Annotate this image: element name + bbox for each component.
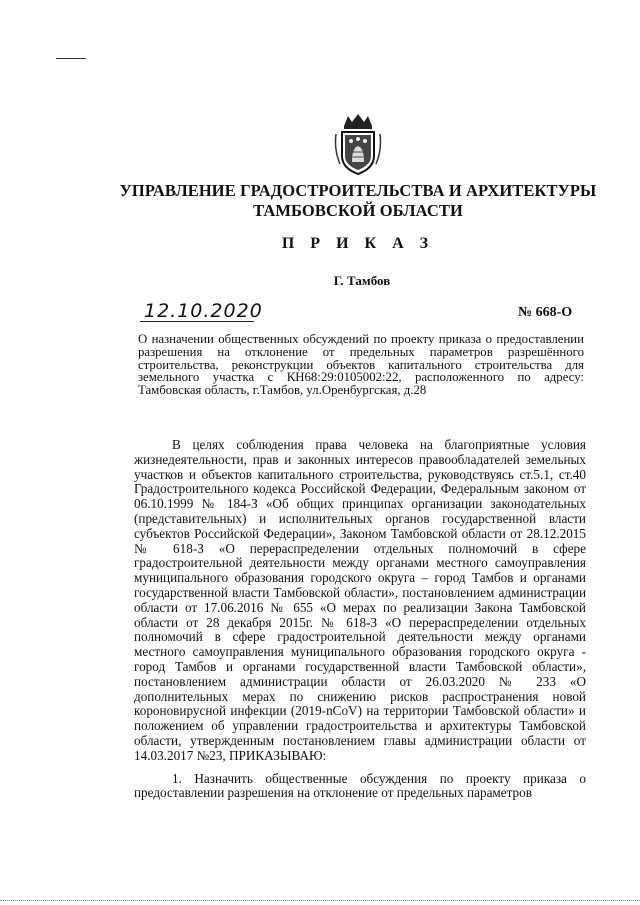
order-preamble: В целях соблюдения права человека на благоприятные условия жизнедеятельности, прав и законных интересов правообладателей земельных участков и объектов капитального строительства, руководствуясь ст.5.1, ст.40 Градостроительного кодекса Российской Федерации, Федеральным законом от 06.10.1999 № 184-З «Об общих принципах организации законодательных (представительных) и исполнительных органов государственной власти субъектов Российской Федерации», Законом Тамбовской области от 28.12.2015 № 618-З «О перераспределении отдельных полномочий в сфере градостроительной деятельности между органами местного самоуправления муниципального образования городского округа – город Тамбов и органами государственной власти Тамбовской области», постановлением администрации области от 17.06.2016 № 655 «О мерах по реализации Закона Тамбовской области от 28 декабря 2015г. № 618-З «О перераспределении отдельных полномочий в сфере градостроительной деятельности между органами местного самоуправления муниципального образования городского округа - город Тамбов и органами государственной власти Тамбовской области», постановлением администрации области от 26.03.2020 № 233 «О дополнительных мерах по снижению рисков распространения новой короновирусной инфекции (2019-nCoV) на территории Тамбовской области» и положением об управлении градостроительства и архитектуры Тамбовской области, утвержденным постановлением главы администрации области от 14.03.2017 №23, ПРИКАЗЫВАЮ: xyxy=(134,437,586,763)
scan-bottom-edge xyxy=(0,900,640,901)
scan-corner-mark xyxy=(56,58,86,59)
order-number: № 668-О xyxy=(518,305,573,320)
document-type-title: П Р И К А З xyxy=(281,235,435,252)
order-subject-text: О назначении общественных обсуждений по проекту приказа о предоставлении разрешения на отклонение от предельных параметров разрешённого строительства, реконструкции объектов капитального строительства для земельного участка с КН68:29:0105002:22, расположенного по адресу: Тамбовская область, г.Тамбов, ул.Оренбургская, д.28 xyxy=(138,332,584,398)
order-subject xyxy=(138,333,584,397)
order-body xyxy=(134,438,586,801)
city-label: Г. Тамбов xyxy=(333,273,391,288)
order-date-handwritten: 12.10.2020 xyxy=(140,301,254,322)
order-item-1: 1. Назначить общественные обсуждения по проекту приказа о предоставлении разрешения на отклонение от предельных параметров xyxy=(134,770,586,801)
tambov-coat-of-arms-icon xyxy=(330,112,386,176)
organization-name-line-1: УПРАВЛЕНИЕ ГРАДОСТРОИТЕЛЬСТВА И АРХИТЕКТУРЫ xyxy=(119,181,597,200)
organization-name-line-2: ТАМБОВСКОЙ ОБЛАСТИ xyxy=(253,201,463,220)
